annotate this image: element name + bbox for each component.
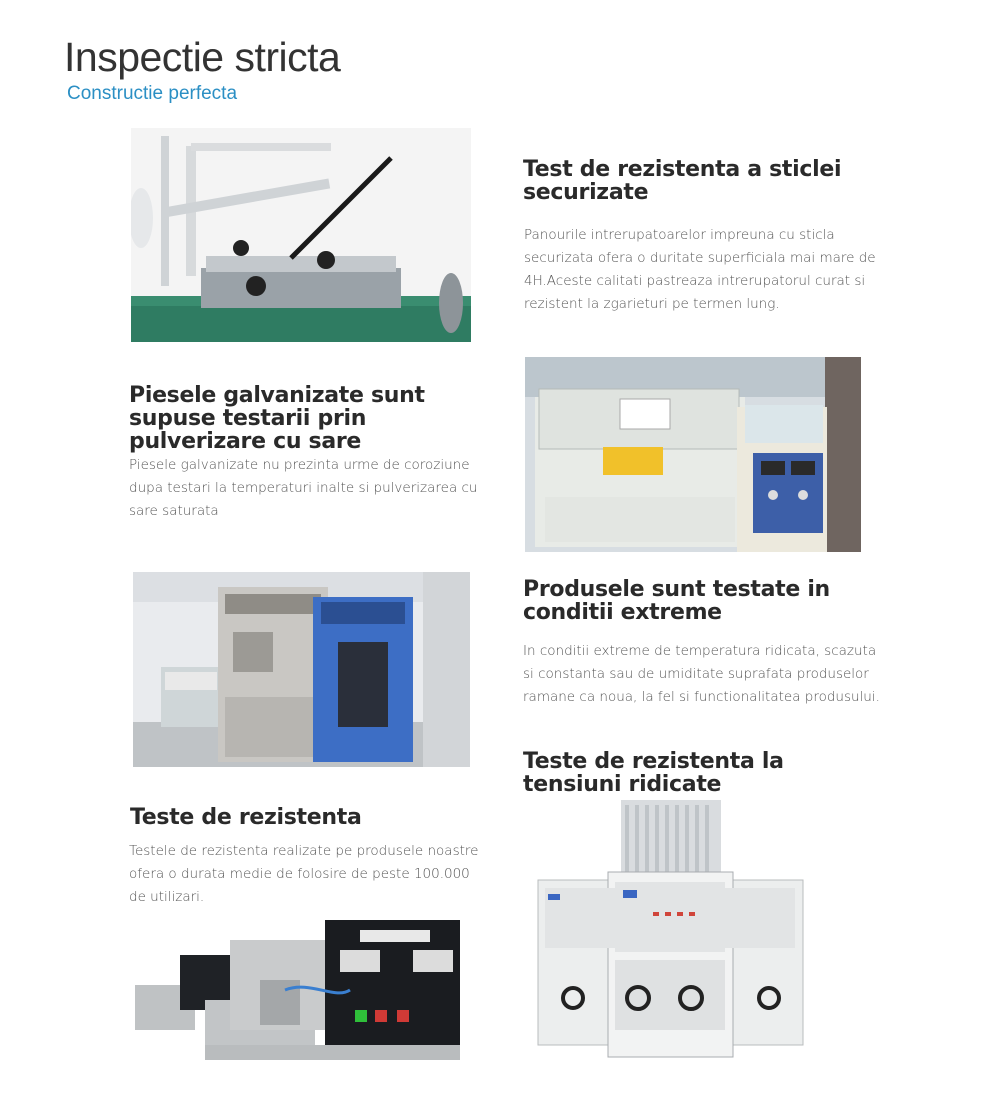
section-body-durability: Testele de rezistenta realizate pe produsele noastre ofera o durata medie de folosire de peste 100.000 de utilizari. [129, 843, 479, 905]
high-voltage-tester-photo [533, 800, 810, 1065]
section-heading-durability: Teste de rezistenta [130, 805, 362, 830]
section-heading-high-voltage: Teste de rezistenta la tensiuni ridicate [523, 749, 784, 797]
section-body-extreme-conditions: In conditii extreme de temperatura ridicata, scazuta si constanta sau de umiditate suprafata produselor ramane ca noua, la fel si functionalitatea produsului. [523, 643, 880, 705]
page-title: Inspectie stricta [64, 34, 341, 80]
climatic-test-chambers-photo [133, 572, 470, 767]
durability-tester-photo [135, 920, 461, 1065]
section-body-salt-spray: Piesele galvanizate nu prezinta urme de coroziune dupa testari la temperaturi inalte si pulverizarea cu sare saturata [129, 457, 478, 519]
page-subtitle: Constructie perfecta [67, 83, 238, 104]
section-body-glass-test: Panourile intrerupatoarelor impreuna cu sticla securizata ofera o duritate superficiala mai mare de 4H.Aceste calitati pastreaza intrerupatorul curat si rezistent la zgarieturi pe termen lung. [524, 227, 876, 312]
section-heading-extreme-conditions: Produsele sunt testate in conditii extreme [523, 577, 830, 625]
pencil-hardness-tester-photo [131, 128, 471, 342]
section-heading-glass-test: Test de rezistenta a sticlei securizate [523, 157, 842, 205]
section-heading-salt-spray: Piesele galvanizate sunt supuse testarii prin pulverizare cu sare [129, 383, 425, 454]
salt-spray-chamber-photo [525, 357, 861, 552]
